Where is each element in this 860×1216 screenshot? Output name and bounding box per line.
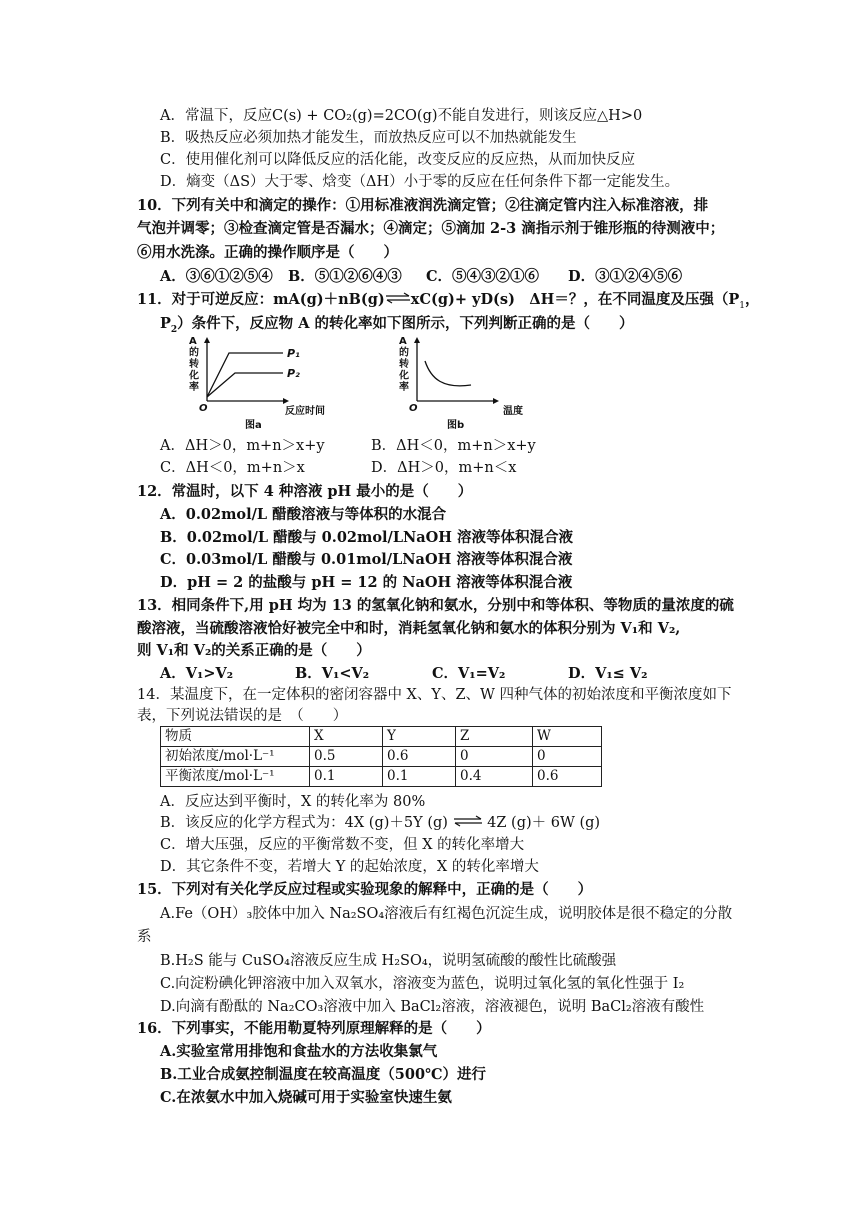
option-c: C.在浓氨水中加入烧碱可用于实验室快速生氨 bbox=[160, 1089, 452, 1106]
option-d: D.向滴有酚酞的 Na₂CO₃溶液中加入 BaCl₂溶液，溶液褪色，说明 BaCl₂溶液有酸性 bbox=[160, 999, 705, 1015]
figure-caption: 图b bbox=[447, 420, 465, 430]
option-c: C．0.03mol/L 醋酸与 0.01mol/LNaOH 溶液等体积混合液 bbox=[160, 551, 573, 568]
table-header-cell: Z bbox=[456, 727, 533, 747]
question-11-text-c: ， bbox=[745, 291, 760, 308]
option-a: A.实验室常用排饱和食盐水的方法收集氯气 bbox=[160, 1043, 438, 1060]
table-header-cell: 物质 bbox=[161, 727, 310, 747]
table-cell: 初始浓度/mol·L⁻¹ bbox=[161, 747, 310, 767]
x-axis-label: 反应时间 bbox=[285, 406, 325, 417]
concentration-table bbox=[160, 726, 602, 787]
origin-label: O bbox=[409, 403, 418, 414]
question-12-stem: 12．常温时，以下 4 种溶液 pH 最小的是（ ） bbox=[137, 483, 473, 500]
question-11-line-1 bbox=[137, 290, 760, 310]
option-a: A．③⑥①②⑤④ bbox=[160, 268, 273, 285]
option-b: B．⑤①②⑥④③ bbox=[288, 268, 402, 285]
option-c: C．ΔH＜0，m+n＞x bbox=[160, 460, 305, 476]
option-b: B.工业合成氨控制温度在较高温度（500℃）进行 bbox=[160, 1066, 486, 1083]
option-d: D．其它条件不变，若增大 Y 的起始浓度，X 的转化率增大 bbox=[160, 859, 539, 875]
question-11-text-d: P bbox=[160, 315, 171, 332]
y-axis-label-char: 化 bbox=[189, 370, 199, 382]
question-14-line-1: 14．某温度下，在一定体积的密闭容器中 X、Y、Z、W 四种气体的初始浓度和平衡浓度如下 bbox=[137, 687, 732, 703]
figure-b bbox=[395, 335, 535, 430]
table-row bbox=[161, 767, 602, 787]
question-11-text-e: ）条件下，反应物 A 的转化率如下图所示，下列判断正确的是（ ） bbox=[177, 315, 634, 332]
curve-p1 bbox=[207, 353, 283, 397]
option-c: C.向淀粉碘化钾溶液中加入双氧水，溶液变为蓝色，说明过氧化氢的氧化性强于 I₂ bbox=[160, 976, 685, 992]
equilibrium-arrow-icon bbox=[453, 813, 483, 833]
series-label-p1: P₁ bbox=[287, 347, 300, 360]
y-axis-label-char: 的 bbox=[399, 347, 409, 359]
question-13-line-2: 酸溶液，当硫酸溶液恰好被完全中和时，消耗氢氧化钠和氨水的体积分别为 V₁和 V₂, bbox=[137, 620, 681, 637]
y-axis-label-char: 率 bbox=[189, 382, 199, 393]
question-10-line-3: ⑥用水洗涤。正确的操作顺序是（ ） bbox=[137, 244, 398, 261]
question-10-line-1: 10．下列有关中和滴定的操作：①用标准液润洗滴定管；②往滴定管内注入标准溶液，排 bbox=[137, 197, 709, 214]
option-a-line-2: 系 bbox=[137, 929, 152, 945]
y-axis-label-char: A bbox=[399, 336, 407, 347]
figure-a bbox=[185, 335, 340, 430]
option-a: A．0.02mol/L 醋酸溶液与等体积的水混合 bbox=[160, 506, 447, 523]
question-10-line-2: 气泡并调零；③检查滴定管是否漏水；④滴定；⑤滴加 2-3 滴指示剂于锥形瓶的待测液中； bbox=[137, 220, 725, 237]
origin-label: O bbox=[199, 403, 208, 414]
option-d: D．ΔH＞0，m+n＜x bbox=[371, 460, 517, 476]
question-11-line-2 bbox=[160, 314, 634, 334]
question-13-line-3: 则 V₁和 V₂的关系正确的是（ ） bbox=[137, 642, 371, 659]
table-header-cell: Y bbox=[383, 727, 456, 747]
y-axis-label-char: 化 bbox=[399, 370, 409, 382]
question-14-line-2: 表，下列说法错误的是 （ ） bbox=[137, 708, 348, 724]
table-cell: 0.5 bbox=[310, 747, 383, 767]
question-15-stem: 15．下列对有关化学反应过程或实验现象的解释中，正确的是（ ） bbox=[137, 881, 593, 898]
table-row bbox=[161, 747, 602, 767]
series-label-p2: P₂ bbox=[287, 367, 300, 380]
option-b: B.H₂S 能与 CuSO₄溶液反应生成 H₂SO₄，说明氢硫酸的酸性比硫酸强 bbox=[160, 953, 617, 969]
table-cell: 平衡浓度/mol·L⁻¹ bbox=[161, 767, 310, 787]
option-b: B．ΔH＜0，m+n＞x+y bbox=[371, 438, 536, 454]
question-16-stem: 16．下列事实，不能用勒夏特列原理解释的是（ ） bbox=[137, 1020, 491, 1037]
y-axis-arrow-icon bbox=[204, 337, 210, 343]
figure-b-ylabel bbox=[398, 336, 409, 393]
y-axis-label-char: 率 bbox=[399, 382, 409, 393]
y-axis-label-char: 的 bbox=[189, 347, 199, 359]
figure-caption: 图a bbox=[245, 420, 262, 430]
equilibrium-arrow-icon bbox=[385, 290, 411, 310]
option-c: C．增大压强，反应的平衡常数不变，但 X 的转化率增大 bbox=[160, 837, 525, 853]
x-axis-label: 温度 bbox=[503, 406, 523, 417]
option-c: C．⑤④③②①⑥ bbox=[426, 268, 540, 285]
subscript: 1 bbox=[739, 300, 746, 311]
figure-a-ylabel bbox=[188, 336, 199, 393]
option-b-text-b: 4Z (g)＋ 6W (g) bbox=[487, 815, 601, 831]
option-b: B．吸热反应必须加热才能发生，而放热反应可以不加热就能发生 bbox=[160, 130, 577, 146]
table-header-cell: X bbox=[310, 727, 383, 747]
y-axis-arrow-icon bbox=[414, 337, 420, 343]
y-axis-label-char: A bbox=[189, 336, 197, 347]
option-a: A．V₁>V₂ bbox=[160, 665, 234, 682]
option-a: A．常温下，反应C(s) + CO₂(g)=2CO(g)不能自发进行，则该反应△H>0 bbox=[160, 108, 643, 124]
y-axis-label-char: 转 bbox=[399, 359, 409, 370]
option-d: D．熵变（ΔS）大于零、焓变（ΔH）小于零的反应在任何条件下都一定能发生。 bbox=[160, 174, 680, 190]
option-b: B．V₁<V₂ bbox=[295, 665, 370, 682]
option-b: B．0.02mol/L 醋酸与 0.02mol/LNaOH 溶液等体积混合液 bbox=[160, 529, 574, 546]
subscript: 2 bbox=[170, 324, 178, 335]
table-cell: 0.6 bbox=[533, 767, 602, 787]
table-cell: 0.1 bbox=[310, 767, 383, 787]
table-cell: 0.1 bbox=[383, 767, 456, 787]
option-d: D．V₁≤ V₂ bbox=[568, 665, 648, 682]
question-11-text-a: 11．对于可逆反应：mA(g)＋nB(g) bbox=[137, 291, 385, 308]
x-axis-arrow-icon bbox=[493, 398, 499, 404]
option-c: C．V₁=V₂ bbox=[432, 665, 506, 682]
question-13-line-1: 13．相同条件下,用 pH 均为 13 的氢氧化钠和氨水，分别中和等体积、等物质的量浓度的硫 bbox=[137, 597, 734, 614]
table-header-row bbox=[161, 727, 602, 747]
table-cell: 0.6 bbox=[383, 747, 456, 767]
option-a: A．反应达到平衡时，X 的转化率为 80% bbox=[160, 794, 426, 810]
option-b-text-a: B．该反应的化学方程式为：4X (g)＋5Y (g) bbox=[160, 815, 448, 831]
option-c: C．使用催化剂可以降低反应的活化能，改变反应的反应热，从而加快反应 bbox=[160, 152, 636, 168]
curve-p2 bbox=[207, 373, 283, 397]
option-d: D．pH = 2 的盐酸与 pH = 12 的 NaOH 溶液等体积混合液 bbox=[160, 574, 573, 591]
table-header-cell: W bbox=[533, 727, 602, 747]
option-d: D．③①②④⑤⑥ bbox=[568, 268, 683, 285]
table-cell: 0 bbox=[456, 747, 533, 767]
option-a-line-1: A.Fe（OH）₃胶体中加入 Na₂SO₄溶液后有红褐色沉淀生成，说明胶体是很不稳定的分散 bbox=[160, 906, 733, 922]
y-axis-label-char: 转 bbox=[189, 359, 199, 370]
curve bbox=[425, 361, 471, 386]
question-11-text-b: xC(g)+ yD(s) ΔH＝？，在不同温度及压强（P bbox=[410, 291, 740, 308]
table-cell: 0 bbox=[533, 747, 602, 767]
table-cell: 0.4 bbox=[456, 767, 533, 787]
option-a: A．ΔH＞0，m+n＞x+y bbox=[160, 438, 325, 454]
x-axis-arrow-icon bbox=[283, 398, 289, 404]
option-b bbox=[160, 813, 600, 833]
